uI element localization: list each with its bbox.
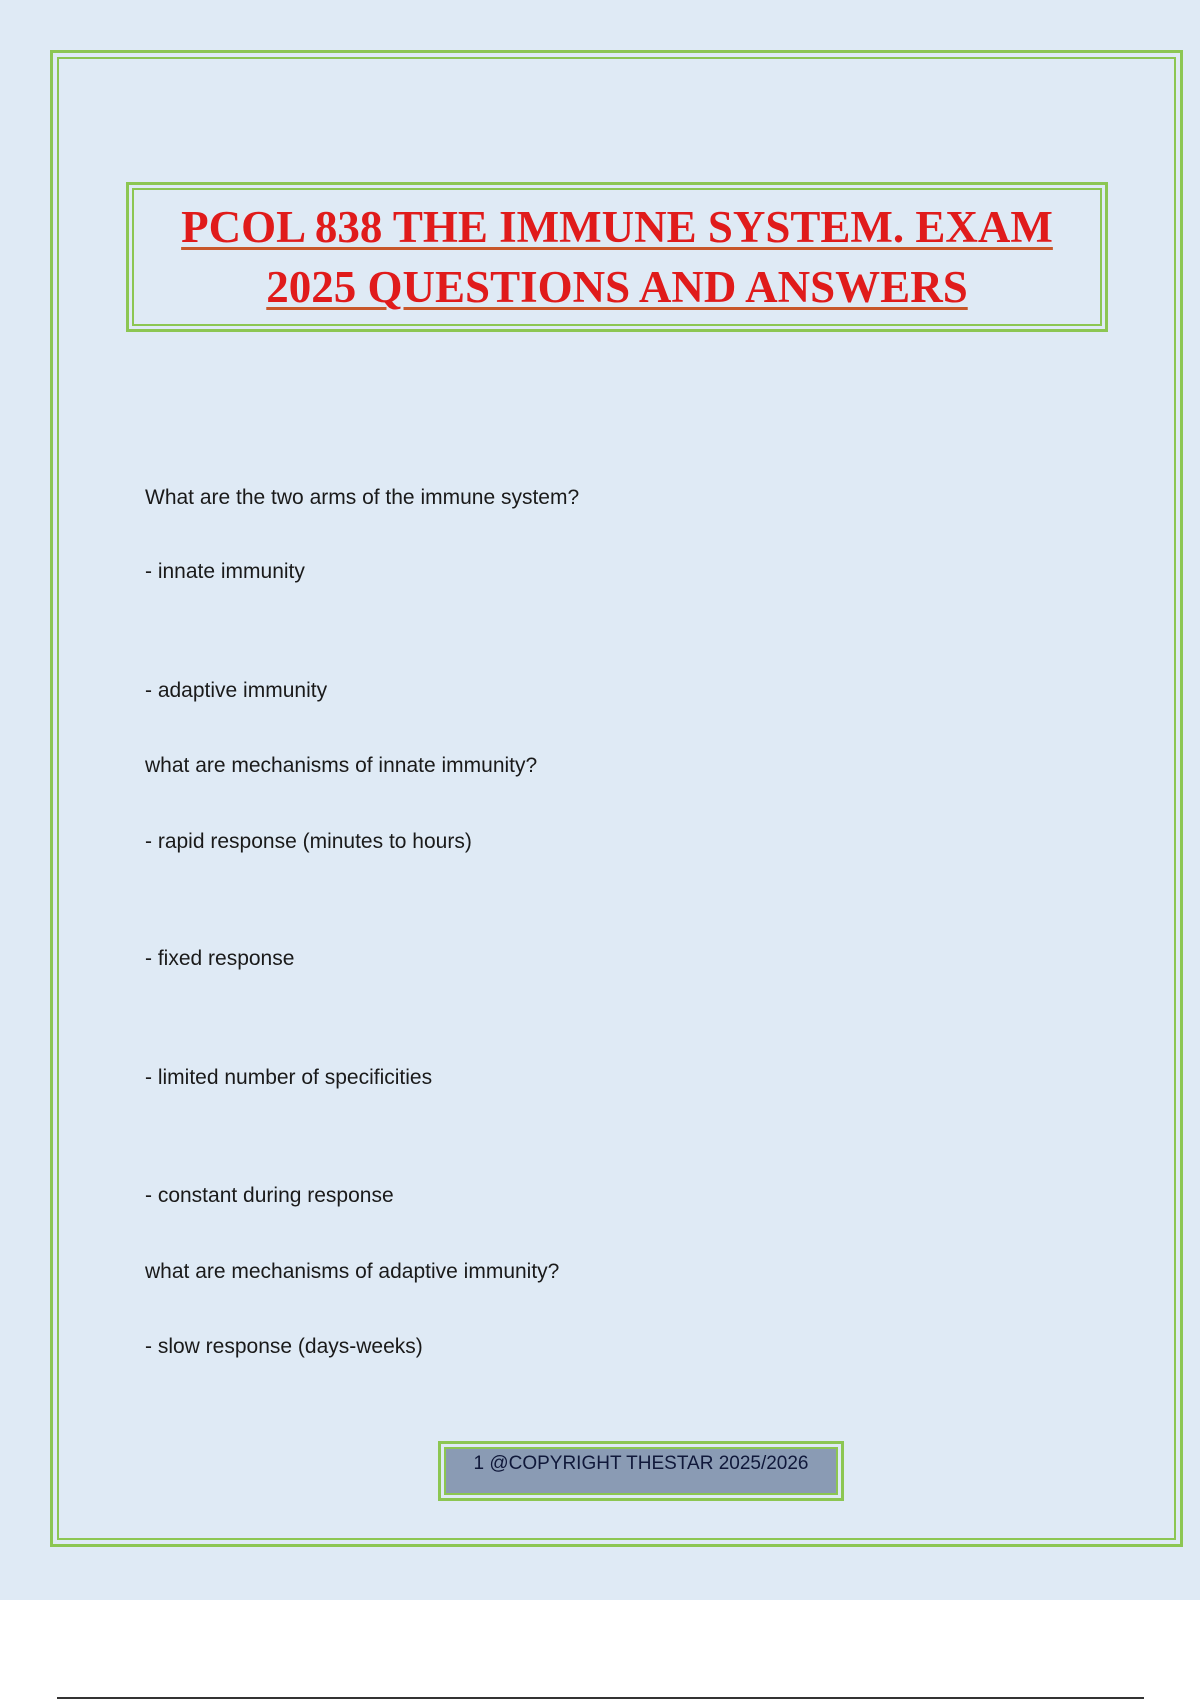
answer-3a: - slow response (days-weeks): [145, 1335, 423, 1358]
answer-2b: - fixed response: [145, 947, 295, 970]
bottom-divider: [57, 1697, 1144, 1699]
footer-copyright: 1 @COPYRIGHT THESTAR 2025/2026: [473, 1453, 809, 1474]
question-3: what are mechanisms of adaptive immunity?: [145, 1260, 560, 1283]
answer-2d: - constant during response: [145, 1184, 394, 1207]
question-2: what are mechanisms of innate immunity?: [145, 754, 538, 777]
answer-1b: - adaptive immunity: [145, 679, 328, 702]
question-1: What are the two arms of the immune system?: [145, 486, 580, 509]
document-title: PCOL 838 THE IMMUNE SYSTEM. EXAM 2025 QUESTIONS AND ANSWERS: [181, 202, 1053, 312]
footer-badge: [438, 1441, 844, 1501]
title-frame: [126, 182, 1108, 332]
answer-2c: - limited number of specificities: [145, 1066, 433, 1089]
answer-2a: - rapid response (minutes to hours): [145, 830, 472, 853]
answer-1a: - innate immunity: [145, 560, 305, 583]
